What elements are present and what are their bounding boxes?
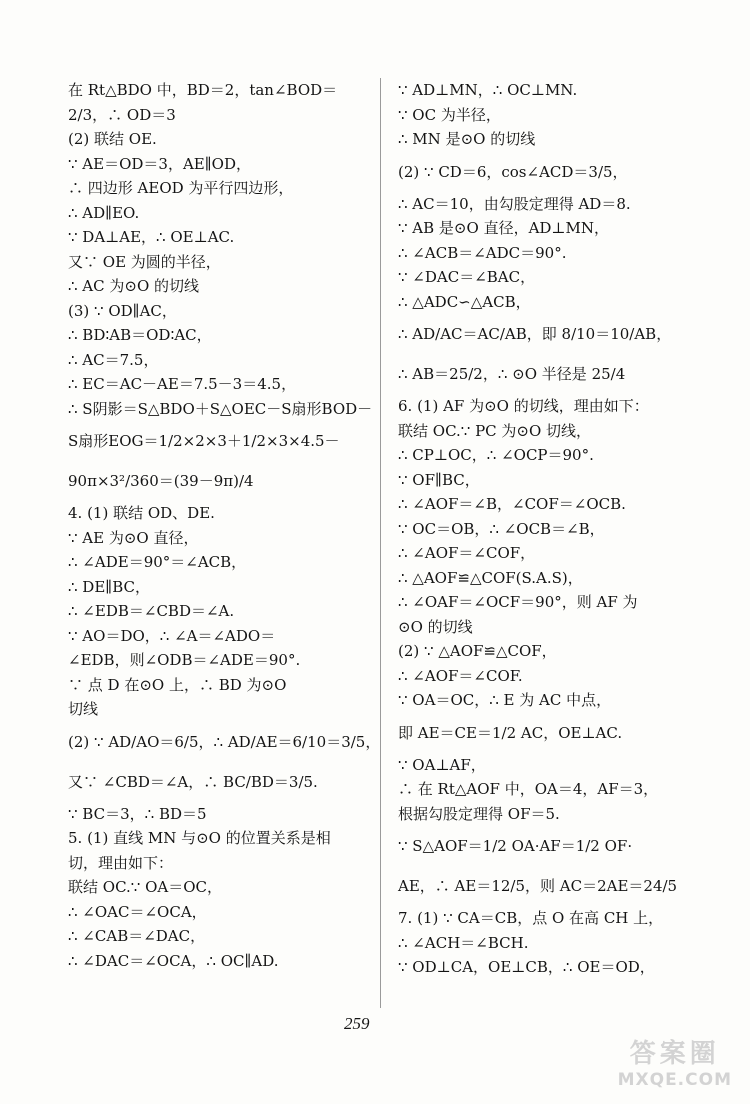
text-line: 在 Rt△BDO 中，BD＝2，tan∠BOD＝ <box>68 81 338 99</box>
text-line: ∠EDB，则∠ODB＝∠ADE＝90°. <box>68 651 301 669</box>
text-line: ∴ AC 为⊙O 的切线 <box>68 277 200 295</box>
text-line: ∴ ∠DAC＝∠OCA，∴ OC∥AD. <box>68 951 279 970</box>
text-line: ∵ DA⊥AE，∴ OE⊥AC. <box>68 228 235 246</box>
text-line: ∴ EC＝AC－AE＝7.5－3＝4.5， <box>68 375 297 393</box>
text-line: 联结 OC.∵ PC 为⊙O 切线， <box>398 421 592 440</box>
text-line: ∵ OA⊥AF， <box>398 755 486 774</box>
text-line: ∴ ∠CAB＝∠DAC， <box>68 927 206 945</box>
text-line: ∵ S△AOF＝1/2 OA·AF＝1/2 OF· <box>398 837 633 855</box>
text-line: 4. (1) 联结 OD、DE. <box>68 504 215 522</box>
text-line: ∵ BC＝3，∴ BD＝5 <box>68 804 207 823</box>
watermark-logo <box>618 1033 732 1090</box>
text-line: (2) 联结 OE. <box>68 130 157 148</box>
text-line: ∵ AE＝OD＝3，AE∥OD， <box>68 154 251 173</box>
text-line: ∴ ∠AOF＝∠COF， <box>398 544 536 562</box>
text-line: ∴ 四边形 AEOD 为平行四边形， <box>68 179 294 197</box>
text-line: 90π×3²/360＝(39－9π)/4 <box>68 472 254 490</box>
text-line: ∵ OC 为半径， <box>398 105 501 124</box>
text-line: S扇形EOG＝1/2×2×3＋1/2×3×4.5－ <box>68 432 340 450</box>
text-line: 切，理由如下： <box>68 853 174 872</box>
watermark-bottom-text: MXQE.COM <box>617 1070 732 1090</box>
left-column <box>68 78 388 973</box>
text-line: ∵ AO＝DO，∴ ∠A＝∠ADO＝ <box>68 626 276 645</box>
text-line: ∴ AC＝7.5， <box>68 350 159 369</box>
text-line: ∴ ∠AOF＝∠COF. <box>398 666 523 685</box>
text-line: ∵ AB 是⊙O 直径，AD⊥MN， <box>398 219 610 237</box>
watermark-top-text: 答案圈 <box>629 1039 720 1069</box>
text-line: 2/3，∴ OD＝3 <box>68 105 176 124</box>
text-line: ∴ ∠AOF＝∠B，∠COF＝∠OCB. <box>398 495 626 513</box>
text-line: ∴ DE∥BC， <box>68 577 150 596</box>
text-line: ∴ ∠ADE＝90°＝∠ACB， <box>68 553 247 571</box>
text-line: (2) ∵ CD＝6，cos∠ACD＝3/5， <box>398 162 628 181</box>
text-line: ∴ S阴影＝S△BDO＋S△OEC－S扇形BOD－ <box>68 399 373 418</box>
text-line: 又∵ ∠CBD＝∠A，∴ BC/BD＝3/5. <box>68 772 318 791</box>
text-line: 根据勾股定理得 OF＝5. <box>398 804 560 823</box>
text-line: 7. (1) ∵ CA＝CB，点 O 在高 CH 上， <box>398 909 664 927</box>
text-line: ∵ OA＝OC，∴ E 为 AC 中点， <box>398 691 612 709</box>
text-line: 即 AE＝CE＝1/2 AC，OE⊥AC. <box>398 723 623 742</box>
text-line: ⊙O 的切线 <box>398 617 473 636</box>
text-line: ∴ ∠OAF＝∠OCF＝90°，则 AF 为 <box>398 593 638 611</box>
text-line: ∴ ∠ACB＝∠ADC＝90°. <box>398 243 567 262</box>
text-line: ∵ OF∥BC， <box>398 470 480 489</box>
text-line: (2) ∵ △AOF≌△COF， <box>398 642 557 660</box>
column-divider <box>380 78 381 1008</box>
text-line: ∵ ∠DAC＝∠BAC， <box>398 268 536 286</box>
text-line: 6. (1) AF 为⊙O 的切线，理由如下： <box>398 397 649 415</box>
text-line: ∴ CP⊥OC，∴ ∠OCP＝90°. <box>398 446 594 464</box>
text-line: 又∵ OE 为圆的半径， <box>68 252 221 271</box>
text-line: ∴ 在 Rt△AOF 中，OA＝4，AF＝3， <box>398 780 659 798</box>
text-line: ∵ 点 D 在⊙O 上，∴ BD 为⊙O <box>68 675 287 694</box>
text-line: ∵ OD⊥CA，OE⊥CB，∴ OE＝OD， <box>398 958 655 976</box>
text-line: ∴ AD/AC＝AC/AB，即 8/10＝10/AB， <box>398 325 672 343</box>
text-line: ∴ AC＝10，由勾股定理得 AD＝8. <box>398 194 631 213</box>
text-line: ∴ △ADC∽△ACB， <box>398 292 531 311</box>
text-line: ∴ AB＝25/2，∴ ⊙O 半径是 25/4 <box>398 365 626 383</box>
text-line: ∴ BD∶AB＝OD∶AC， <box>68 326 212 344</box>
text-line: (2) ∵ AD/AO＝6/5，∴ AD/AE＝6/10＝3/5， <box>68 732 381 751</box>
text-line: ∴ ∠ACH＝∠BCH. <box>398 933 529 952</box>
text-line: ∴ ∠OAC＝∠OCA， <box>68 902 207 921</box>
text-line: ∴ △AOF≌△COF(S.A.S)， <box>398 568 583 587</box>
text-line: ∴ MN 是⊙O 的切线 <box>398 130 536 148</box>
right-column <box>398 78 698 980</box>
text-line: ∵ AE 为⊙O 直径， <box>68 528 199 547</box>
page-number: 259 <box>344 1014 370 1033</box>
text-line: ∵ OC＝OB，∴ ∠OCB＝∠B， <box>398 519 605 538</box>
text-line: 切线 <box>68 700 99 718</box>
text-line: AE，∴ AE＝12/5，则 AC＝2AE＝24/5 <box>398 877 678 895</box>
text-line: 5. (1) 直线 MN 与⊙O 的位置关系是相 <box>68 829 331 847</box>
text-line: ∵ AD⊥MN，∴ OC⊥MN. <box>398 81 578 99</box>
text-line: ∴ ∠EDB＝∠CBD＝∠A. <box>68 602 235 620</box>
text-line: ∴ AD∥EO. <box>68 203 140 222</box>
text-line: 联结 OC.∵ OA＝OC， <box>68 878 222 896</box>
text-line: (3) ∵ OD∥AC， <box>68 301 177 320</box>
